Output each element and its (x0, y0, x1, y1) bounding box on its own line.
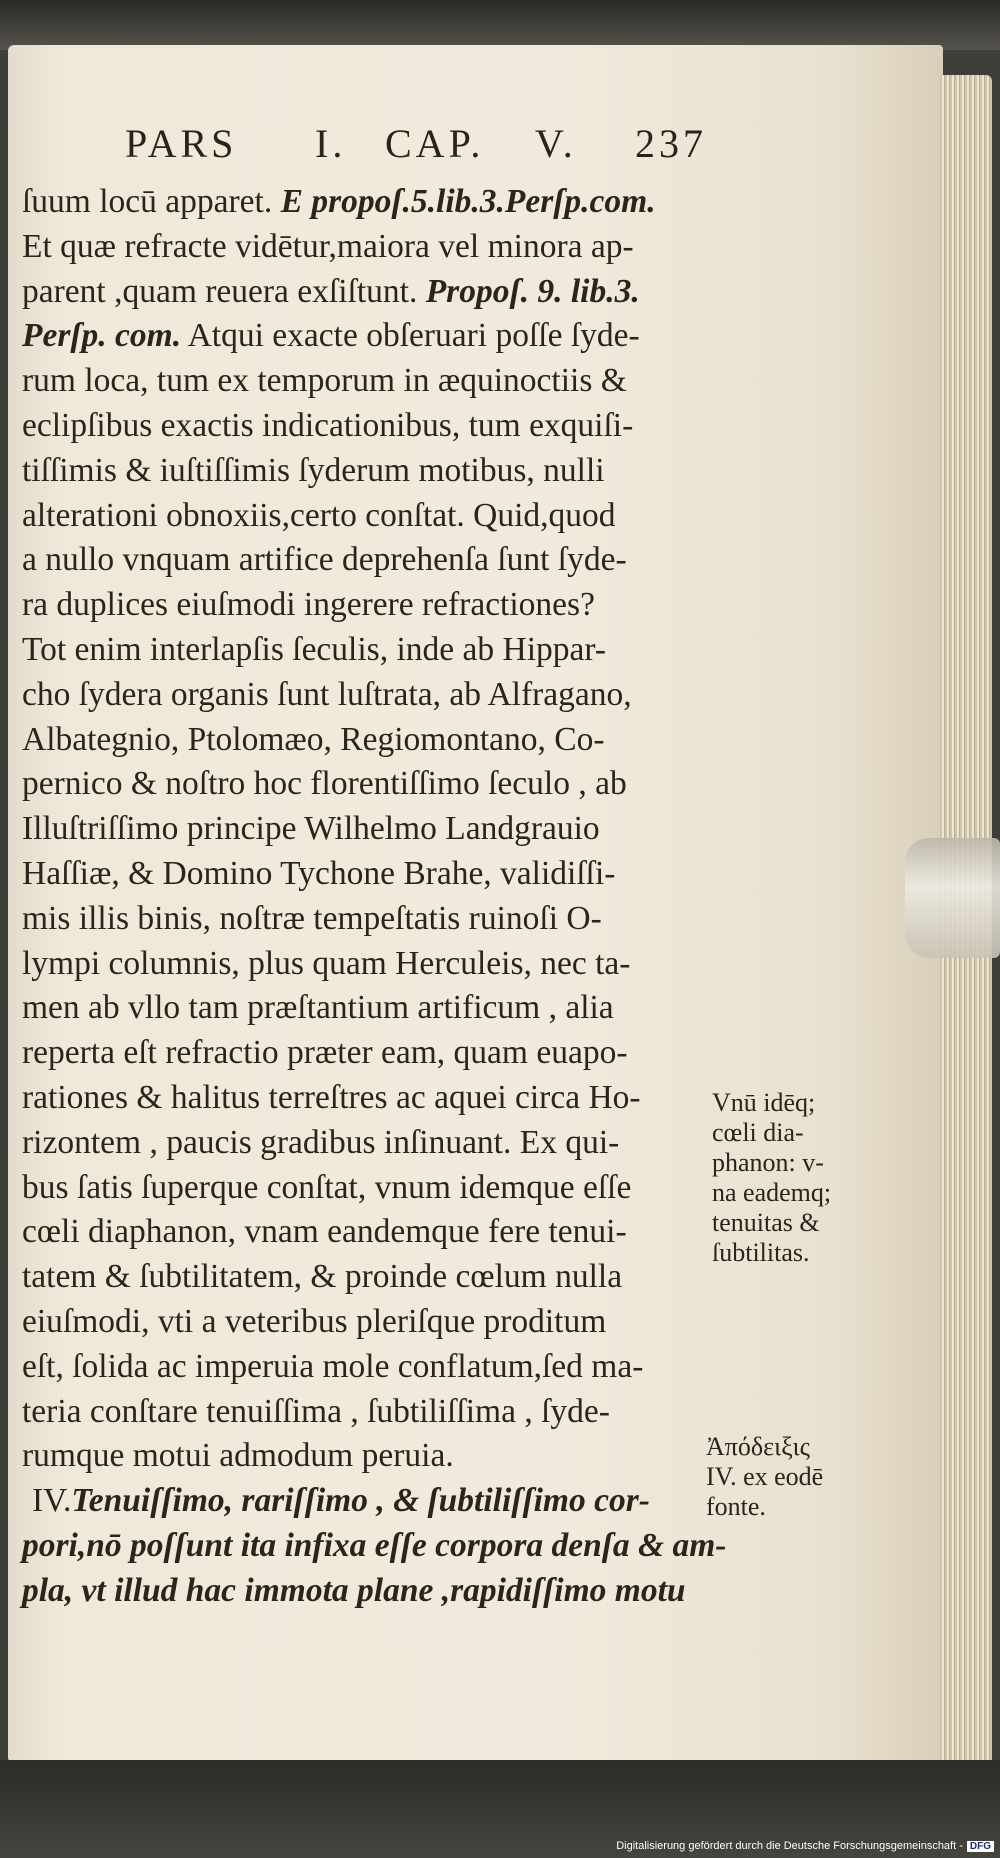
text-line: eiuſmodi, vti a veteribus pleriſque proditum (22, 1302, 607, 1340)
text-line: men ab vllo tam præſtantium artificum , alia (22, 989, 614, 1027)
text-line: ra duplices eiuſmodi ingerere refractiones? (22, 586, 595, 624)
digitization-credit: Digitalisierung gefördert durch die Deutsche Forschungsgemeinschaft - DFG (616, 1840, 994, 1852)
text-line: parent ,quam reuera exſiſtunt. Propoſ. 9. lib.3. (22, 272, 640, 310)
text-line: rationes & halitus terreſtres ac aquei circa Ho- (22, 1078, 641, 1116)
body-text (22, 180, 727, 1614)
text-line: Perſp. com. Atqui exacte obſeruari poſſe ſyde- (22, 317, 640, 355)
text-line: eclipſibus exactis indicationibus, tum exquiſi- (22, 406, 634, 444)
text-line: eſt, ſolida ac imperuia mole conflatum,ſed ma- (22, 1347, 644, 1385)
text-line: pernico & noſtro hoc florentiſſimo ſeculo , ab (22, 765, 627, 803)
reference-italic: Perſp. com. (22, 317, 182, 355)
page-number: 237 (635, 121, 707, 166)
text-line: alterationi obnoxiis,certo conſtat. Quid,quod (22, 496, 616, 534)
section-iv-line: pori,nō poſſunt ita infixa eſſe corpora denſa & am- (22, 1526, 727, 1564)
section-iv-line: IV.Tenuiſſimo, rariſſimo , & ſubtiliſſimo cor- (32, 1482, 650, 1520)
header-pars-number: I. (315, 121, 347, 166)
running-header (125, 120, 705, 168)
text-line: Tot enim interlapſis ſeculis, inde ab Hippar- (22, 630, 607, 668)
margin-note-apodeixis: Ἀπόδειξις IV. ex eodē fonte. (706, 1432, 824, 1521)
text-line: Illuſtriſſimo principe Wilhelmo Landgrauio (22, 810, 600, 848)
text-line: rizontem , paucis gradibus inſinuant. Ex qui- (22, 1123, 620, 1161)
text-line: a nullo vnquam artifice deprehenſa ſunt ſyde- (22, 541, 627, 579)
scan-top-shadow (0, 0, 1000, 50)
reference-italic: E propoſ.5.lib.3.Perſp.com. (280, 183, 656, 220)
section-numeral: IV. (32, 1482, 72, 1520)
text-line: ſuum locū apparet. E propoſ.5.lib.3.Perſp.com. (22, 183, 656, 220)
reference-italic: Propoſ. 9. lib.3. (425, 272, 640, 310)
text-line: tatem & ſubtilitatem, & proinde cœlum nulla (22, 1258, 623, 1296)
book-clip (905, 838, 1000, 958)
dfg-logo: DFG (967, 1841, 994, 1852)
text-line: Haſſiæ, & Domino Tychone Brahe, validiſſi- (22, 854, 616, 892)
header-cap: CAP. (385, 121, 485, 166)
text-line: Albategnio, Ptolomæo, Regiomontano, Co- (22, 720, 605, 758)
header-pars: PARS (125, 121, 238, 166)
text-line: bus ſatis ſuperque conſtat, vnum idemque eſſe (22, 1168, 632, 1206)
text-line: Et quæ refracte vidētur,maiora vel minora ap- (22, 227, 634, 265)
text-line: cœli diaphanon, vnam eandemque fere tenui- (22, 1213, 627, 1251)
margin-note-diaphanon: Vnū idēq; cœli dia- phanon: v- na eademq; tenuitas & ſubtilitas. (712, 1088, 832, 1267)
text-line: rumque motui admodum peruia. (22, 1437, 454, 1475)
text-line: teria conſtare tenuiſſima , ſubtiliſſima , ſyde- (22, 1392, 610, 1430)
text-line: rum loca, tum ex temporum in æquinoctiis & (22, 362, 627, 400)
section-iv-line: pla, vt illud hac immota plane ,rapidiſſimo motu (22, 1571, 686, 1609)
text-line: tiſſimis & iuſtiſſimis ſyderum motibus, nulli (22, 451, 605, 489)
text-line: cho ſydera organis ſunt luſtrata, ab Alfragano, (22, 675, 632, 713)
text-line: mis illis binis, noſtræ tempeſtatis ruinoſi O- (22, 899, 602, 937)
text-line: reperta eſt refractio præter eam, quam euapo- (22, 1034, 628, 1072)
text-line: lympi columnis, plus quam Herculeis, nec ta- (22, 944, 631, 982)
header-cap-number: V. (535, 121, 577, 166)
